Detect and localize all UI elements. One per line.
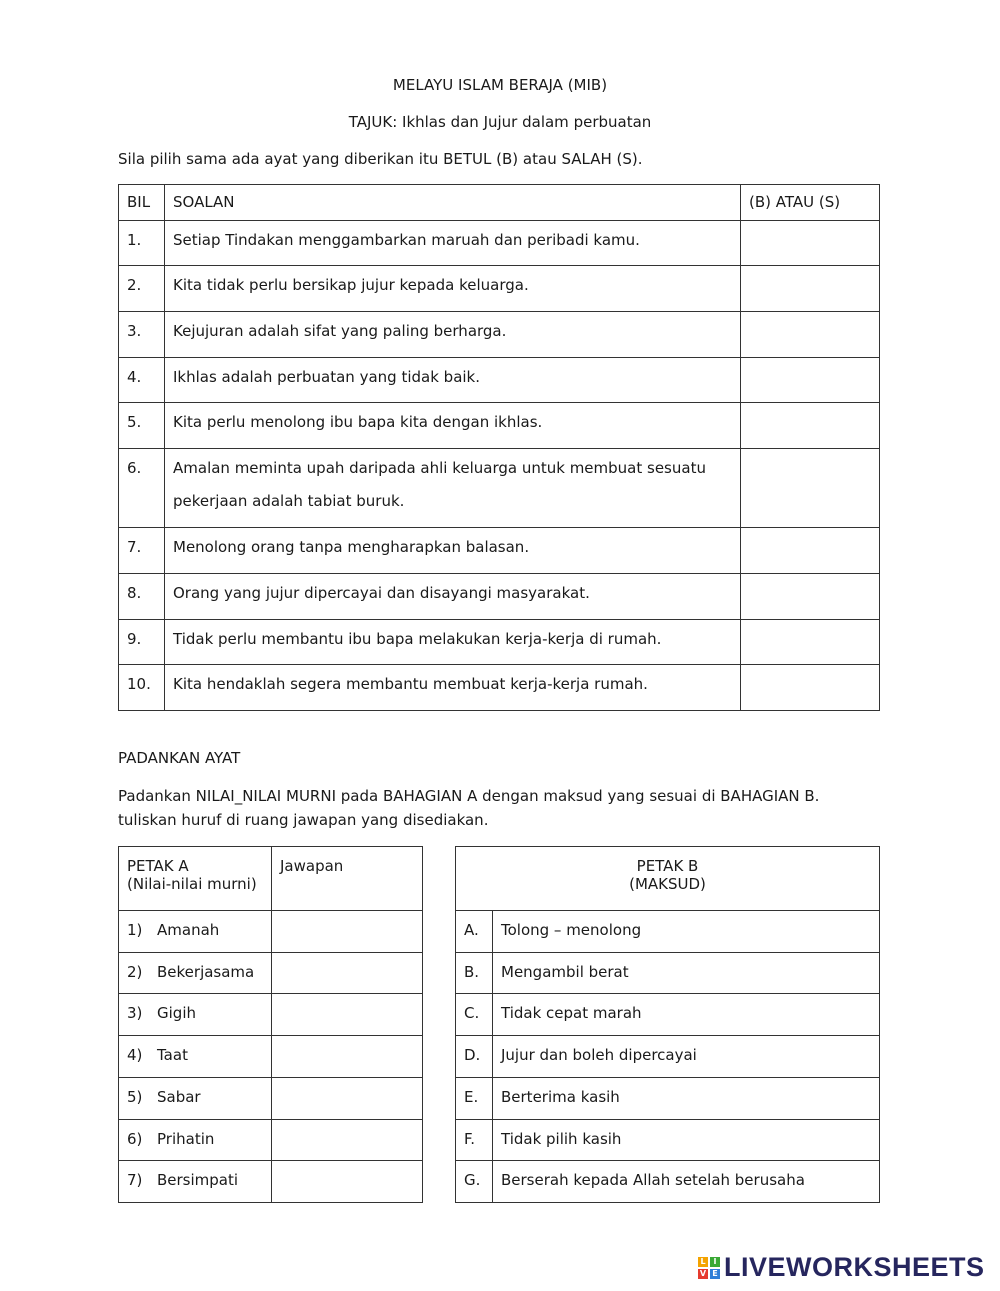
item-letter: C. [456, 994, 493, 1036]
item-label: Gigih [157, 1004, 196, 1022]
row-question: Kita hendaklah segera membantu membuat kerja-kerja rumah. [165, 665, 741, 711]
list-item [119, 1120, 423, 1161]
question-table [118, 184, 880, 711]
table-row [119, 358, 880, 403]
row-question: Setiap Tindakan menggambarkan maruah dan peribadi kamu. [165, 221, 741, 266]
list-item [456, 994, 880, 1036]
page-title: MELAYU ISLAM BERAJA (MIB) [392, 76, 608, 94]
row-question: Ikhlas adalah perbuatan yang tidak baik. [165, 358, 741, 403]
page-subtitle: TAJUK: Ikhlas dan Jujur dalam perbuatan [348, 113, 652, 131]
list-item [456, 1036, 880, 1078]
petak-a-item [119, 1120, 272, 1161]
row-question-line1: Amalan meminta upah daripada ahli keluarga untuk membuat sesuatu [173, 459, 706, 477]
row-number: 9. [119, 620, 165, 665]
answer-cell[interactable] [741, 574, 880, 620]
logo-block-i: I [710, 1257, 720, 1267]
item-letter: F. [456, 1120, 493, 1161]
item-number: 7) [127, 1171, 143, 1189]
answer-cell[interactable] [741, 449, 880, 528]
jawapan-cell[interactable] [272, 1120, 423, 1161]
row-question: Orang yang jujur dipercayai dan disayangi masyarakat. [165, 574, 741, 620]
table-row [119, 266, 880, 312]
petak-a-item [119, 1078, 272, 1120]
row-question-line2: pekerjaan adalah tabiat buruk. [173, 492, 405, 510]
jawapan-cell[interactable] [272, 1161, 423, 1203]
table-row [119, 574, 880, 620]
item-label: Sabar [157, 1088, 201, 1106]
petak-b-subtitle: (MAKSUD) [629, 875, 706, 893]
table-header-row [119, 185, 880, 221]
petak-a-subtitle: (Nilai-nilai murni) [127, 875, 257, 893]
answer-cell[interactable] [741, 528, 880, 574]
instruction-text: Sila pilih sama ada ayat yang diberikan itu BETUL (B) atau SALAH (S). [118, 150, 643, 168]
jawapan-cell[interactable] [272, 1078, 423, 1120]
table-row [119, 221, 880, 266]
petak-a-header [119, 847, 272, 911]
list-item [456, 1120, 880, 1161]
answer-cell[interactable] [741, 665, 880, 711]
logo-block-e: E [710, 1269, 720, 1279]
table-row [119, 449, 880, 528]
item-meaning: Berserah kepada Allah setelah berusaha [493, 1161, 880, 1203]
logo-block-v: V [699, 1268, 707, 1278]
list-item [119, 1078, 423, 1120]
petak-a-header-row [119, 847, 423, 911]
item-letter: G. [456, 1161, 493, 1203]
liveworksheets-logo-icon [698, 1257, 720, 1279]
list-item [456, 953, 880, 994]
row-number: 1. [119, 221, 165, 266]
logo-block-l: L [698, 1257, 708, 1267]
item-number: 3) [127, 1004, 143, 1022]
row-number: 5. [119, 403, 165, 449]
petak-a-item [119, 953, 272, 994]
item-letter: B. [456, 953, 493, 994]
answer-cell[interactable] [741, 221, 880, 266]
item-meaning: Mengambil berat [493, 953, 880, 994]
item-letter: D. [456, 1036, 493, 1078]
petak-a-item [119, 1036, 272, 1078]
answer-cell[interactable] [741, 403, 880, 449]
item-meaning: Jujur dan boleh dipercayai [493, 1036, 880, 1078]
row-number: 6. [119, 449, 165, 528]
item-meaning: Berterima kasih [493, 1078, 880, 1120]
petak-a-item [119, 1161, 272, 1203]
header-bil: BIL [119, 185, 165, 221]
row-question: Menolong orang tanpa mengharapkan balasan. [165, 528, 741, 574]
item-number: 4) [127, 1046, 143, 1064]
jawapan-cell[interactable] [272, 1036, 423, 1078]
list-item [119, 1036, 423, 1078]
row-question: Kita perlu menolong ibu bapa kita dengan ikhlas. [165, 403, 741, 449]
petak-b-title: PETAK B [636, 857, 699, 875]
item-label: Amanah [157, 921, 220, 939]
liveworksheets-logo[interactable] [698, 1252, 985, 1283]
matching-instruction-2: tuliskan huruf di ruang jawapan yang disediakan. [118, 811, 489, 829]
jawapan-cell[interactable] [272, 911, 423, 953]
jawapan-header: Jawapan [272, 847, 423, 911]
table-row [119, 312, 880, 358]
item-label: Prihatin [157, 1130, 215, 1148]
table-row [119, 403, 880, 449]
matching-instruction-1: Padankan NILAI_NILAI MURNI pada BAHAGIAN A dengan maksud yang sesuai di BAHAGIAN B. [118, 787, 820, 805]
table-row [119, 620, 880, 665]
answer-cell[interactable] [741, 620, 880, 665]
petak-a-table [118, 846, 423, 1203]
answer-cell[interactable] [741, 358, 880, 403]
row-question [165, 449, 741, 528]
row-number: 2. [119, 266, 165, 312]
petak-a-item [119, 911, 272, 953]
list-item [119, 953, 423, 994]
petak-b-header [456, 847, 880, 911]
matching-heading: PADANKAN AYAT [118, 749, 241, 767]
jawapan-cell[interactable] [272, 994, 423, 1036]
header-jawapan: (B) ATAU (S) [741, 185, 880, 221]
petak-b-header-row [456, 847, 880, 911]
row-number: 4. [119, 358, 165, 403]
item-meaning: Tidak cepat marah [493, 994, 880, 1036]
table-row [119, 528, 880, 574]
item-number: 2) [127, 963, 143, 981]
petak-b-table [455, 846, 880, 1203]
answer-cell[interactable] [741, 266, 880, 312]
item-number: 1) [127, 921, 143, 939]
row-number: 10. [119, 665, 165, 711]
list-item [119, 911, 423, 953]
row-number: 3. [119, 312, 165, 358]
logo-text: LIVEWORKSHEETS [724, 1252, 985, 1282]
item-label: Taat [157, 1046, 188, 1064]
list-item [456, 1161, 880, 1203]
row-number: 7. [119, 528, 165, 574]
petak-a-title: PETAK A [127, 857, 189, 875]
list-item [456, 911, 880, 953]
row-number: 8. [119, 574, 165, 620]
item-meaning: Tolong – menolong [493, 911, 880, 953]
answer-cell[interactable] [741, 312, 880, 358]
header-soalan: SOALAN [165, 185, 741, 221]
row-question: Tidak perlu membantu ibu bapa melakukan kerja-kerja di rumah. [165, 620, 741, 665]
item-label: Bersimpati [157, 1171, 239, 1189]
item-meaning: Tidak pilih kasih [493, 1120, 880, 1161]
table-row [119, 665, 880, 711]
jawapan-cell[interactable] [272, 953, 423, 994]
list-item [456, 1078, 880, 1120]
petak-a-item [119, 994, 272, 1036]
item-letter: E. [456, 1078, 493, 1120]
list-item [119, 994, 423, 1036]
row-question: Kita tidak perlu bersikap jujur kepada keluarga. [165, 266, 741, 312]
item-number: 5) [127, 1088, 143, 1106]
item-letter: A. [456, 911, 493, 953]
item-number: 6) [127, 1130, 143, 1148]
item-label: Bekerjasama [157, 963, 255, 981]
row-question: Kejujuran adalah sifat yang paling berharga. [165, 312, 741, 358]
list-item [119, 1161, 423, 1203]
